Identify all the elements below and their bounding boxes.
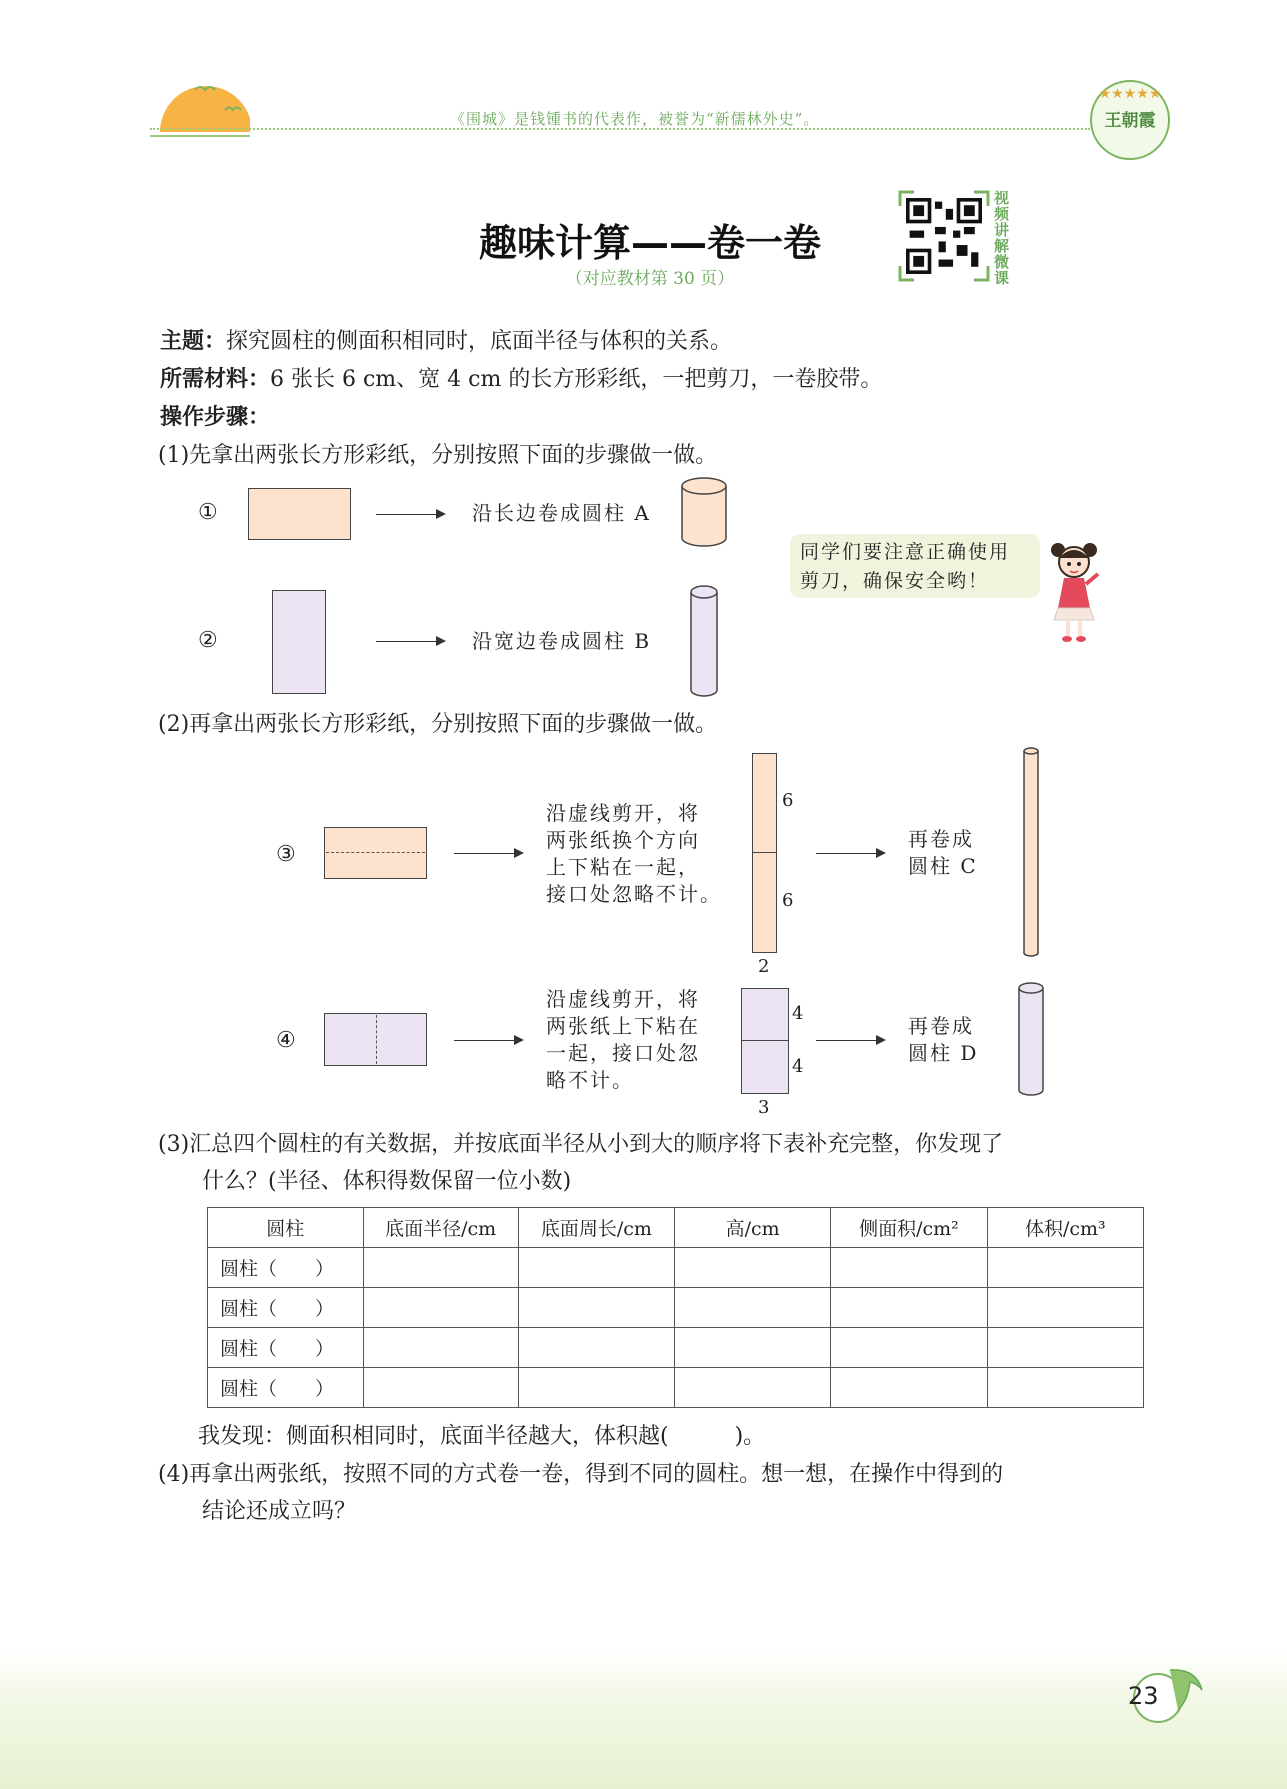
part4-line-2: 结论还成立吗？	[202, 1499, 357, 1524]
step3-line-1: 沿虚线剪开，将	[546, 801, 700, 825]
arrow-head-4b	[876, 1035, 886, 1045]
part1-instruction: (1)先拿出两张长方形彩纸，分别按照下面的步骤做一做。	[158, 443, 718, 468]
label-4-top: 4	[792, 1003, 804, 1024]
table-row	[208, 1288, 1144, 1328]
table-header: 侧面积/cm²	[831, 1208, 987, 1248]
page-title: 趣味计算——卷一卷	[478, 221, 821, 265]
step3-result-line-1: 再卷成	[908, 827, 974, 851]
table-cell[interactable]	[363, 1328, 518, 1368]
step4-line-1: 沿虚线剪开，将	[546, 987, 700, 1011]
step1-marker: ①	[198, 500, 218, 525]
table-cell[interactable]	[987, 1328, 1143, 1368]
part4-line-1: (4)再拿出两张纸，按照不同的方式卷一卷，得到不同的圆柱。想一想，在操作中得到的	[158, 1462, 1004, 1487]
girl-character-icon	[1046, 536, 1102, 646]
table-cell[interactable]	[518, 1368, 674, 1408]
page-number: 23	[1128, 1682, 1159, 1710]
step3-instructions	[546, 800, 722, 908]
strip-3-bottom	[752, 852, 777, 953]
table-header: 圆柱	[208, 1208, 364, 1248]
logo-text: 王朝霞	[1104, 111, 1156, 131]
part2-instruction: (2)再拿出两张长方形彩纸，分别按照下面的步骤做一做。	[158, 712, 718, 737]
part3-instruction-1: (3)汇总四个圆柱的有关数据，并按底面半径从小到大的顺序将下表补充完整，你发现了	[158, 1132, 1004, 1157]
label-3-width: 2	[758, 956, 770, 977]
table-header: 高/cm	[675, 1208, 831, 1248]
step3-line-2: 两张纸换个方向	[546, 828, 700, 852]
tip-bubble	[790, 534, 1040, 598]
table-row	[208, 1368, 1144, 1408]
step3-line-3: 上下粘在一起，	[546, 855, 700, 879]
data-table	[207, 1207, 1144, 1408]
step4-line-4: 略不计。	[546, 1068, 634, 1092]
cylinder-a	[680, 476, 728, 550]
table-header: 底面周长/cm	[518, 1208, 674, 1248]
arrow-4a	[454, 1040, 514, 1041]
arrow-3a	[454, 853, 514, 854]
arrow-head-1	[436, 509, 446, 519]
strip-4-bottom	[741, 1040, 789, 1094]
finding-line[interactable]: 我发现：侧面积相同时，底面半径越大，体积越( )。	[198, 1424, 766, 1449]
theme-label: 主题：	[160, 329, 227, 354]
cylinder-d	[1017, 981, 1045, 1099]
part3-instruction-2: 什么？(半径、体积得数保留一位小数)	[202, 1169, 572, 1194]
header-quote: 《围城》是钱锺书的代表作，被誉为“新儒林外史”。	[450, 110, 820, 128]
strip-3-top	[752, 753, 777, 853]
strip-4-top	[741, 988, 789, 1041]
step3-result-line-2: 圆柱 C	[908, 854, 978, 878]
cut-line-3	[326, 852, 425, 853]
step3-marker: ③	[276, 842, 296, 867]
paper-rect-3	[324, 827, 427, 879]
arrow-3b	[816, 853, 876, 854]
step4-marker: ④	[276, 1028, 296, 1053]
qr-label: 视频讲解微课	[994, 189, 1010, 287]
steps-label: 操作步骤：	[160, 405, 271, 430]
step1-text: 沿长边卷成圆柱 A	[472, 501, 651, 525]
cylinder-c	[1022, 747, 1040, 959]
table-cell[interactable]	[518, 1248, 674, 1288]
materials-label: 所需材料：	[160, 367, 271, 392]
arrow-head-3a	[514, 848, 524, 858]
tip-line-2: 剪刀，确保安全哟！	[800, 570, 990, 592]
step4-instructions	[546, 986, 700, 1094]
table-cell[interactable]	[675, 1368, 831, 1408]
label-3-bottom: 6	[782, 890, 794, 911]
step3-line-4: 接口处忽略不计。	[546, 882, 722, 906]
theme-text: 探究圆柱的侧面积相同时，底面半径与体积的关系。	[226, 329, 733, 354]
table-cell[interactable]	[518, 1288, 674, 1328]
step4-result-line-1: 再卷成	[908, 1014, 974, 1038]
table-cell[interactable]	[363, 1248, 518, 1288]
brand-logo	[1090, 80, 1170, 160]
step2-marker: ②	[198, 628, 218, 653]
table-cell[interactable]	[363, 1368, 518, 1408]
materials-text: 6 张长 6 cm、宽 4 cm 的长方形彩纸，一把剪刀，一卷胶带。	[270, 367, 883, 392]
stars-icon: ★★★★★	[1098, 86, 1162, 102]
table-cell[interactable]	[675, 1248, 831, 1288]
cut-line-4	[376, 1015, 377, 1064]
row-label: 圆柱（ ）	[208, 1328, 364, 1368]
arrow-head-3b	[876, 848, 886, 858]
table-cell[interactable]	[518, 1328, 674, 1368]
step2-text: 沿宽边卷成圆柱 B	[472, 629, 652, 653]
materials-line	[160, 366, 882, 394]
table-cell[interactable]	[831, 1328, 987, 1368]
arrow-head-4a	[514, 1035, 524, 1045]
table-cell[interactable]	[987, 1288, 1143, 1328]
table-cell[interactable]	[363, 1288, 518, 1328]
table-header: 底面半径/cm	[363, 1208, 518, 1248]
bird-icon	[190, 80, 250, 120]
row-label: 圆柱（ ）	[208, 1288, 364, 1328]
table-cell[interactable]	[831, 1288, 987, 1328]
arrow-2	[376, 641, 436, 642]
row-label: 圆柱（ ）	[208, 1368, 364, 1408]
step4-result-line-2: 圆柱 D	[908, 1041, 979, 1065]
table-header-row	[208, 1208, 1144, 1248]
arrow-1	[376, 514, 436, 515]
table-cell[interactable]	[675, 1328, 831, 1368]
table-cell[interactable]	[831, 1368, 987, 1408]
tip-line-1: 同学们要注意正确使用	[800, 541, 1011, 563]
label-4-width: 3	[758, 1097, 770, 1118]
header-divider	[150, 128, 1090, 130]
table-row	[208, 1248, 1144, 1288]
table-cell[interactable]	[831, 1248, 987, 1288]
table-cell[interactable]	[675, 1288, 831, 1328]
footer-band	[0, 1650, 1287, 1789]
step4-line-3: 一起，接口处忽	[546, 1041, 700, 1065]
paper-rect-2	[272, 590, 326, 694]
table-row	[208, 1328, 1144, 1368]
table-header: 体积/cm³	[987, 1208, 1143, 1248]
qr-frame	[898, 190, 990, 282]
page-subtitle: （对应教材第 30 页）	[565, 269, 735, 289]
arrow-head-2	[436, 636, 446, 646]
arrow-4b	[816, 1040, 876, 1041]
label-3-top: 6	[782, 790, 794, 811]
step4-line-2: 两张纸上下粘在	[546, 1014, 700, 1038]
table-cell[interactable]	[987, 1368, 1143, 1408]
row-label: 圆柱（ ）	[208, 1248, 364, 1288]
label-4-bottom: 4	[792, 1056, 804, 1077]
step3-result	[908, 826, 978, 880]
paper-rect-1	[248, 488, 351, 540]
theme-line	[160, 328, 732, 356]
cylinder-b	[689, 584, 719, 700]
step4-result	[908, 1013, 978, 1067]
table-cell[interactable]	[987, 1248, 1143, 1288]
